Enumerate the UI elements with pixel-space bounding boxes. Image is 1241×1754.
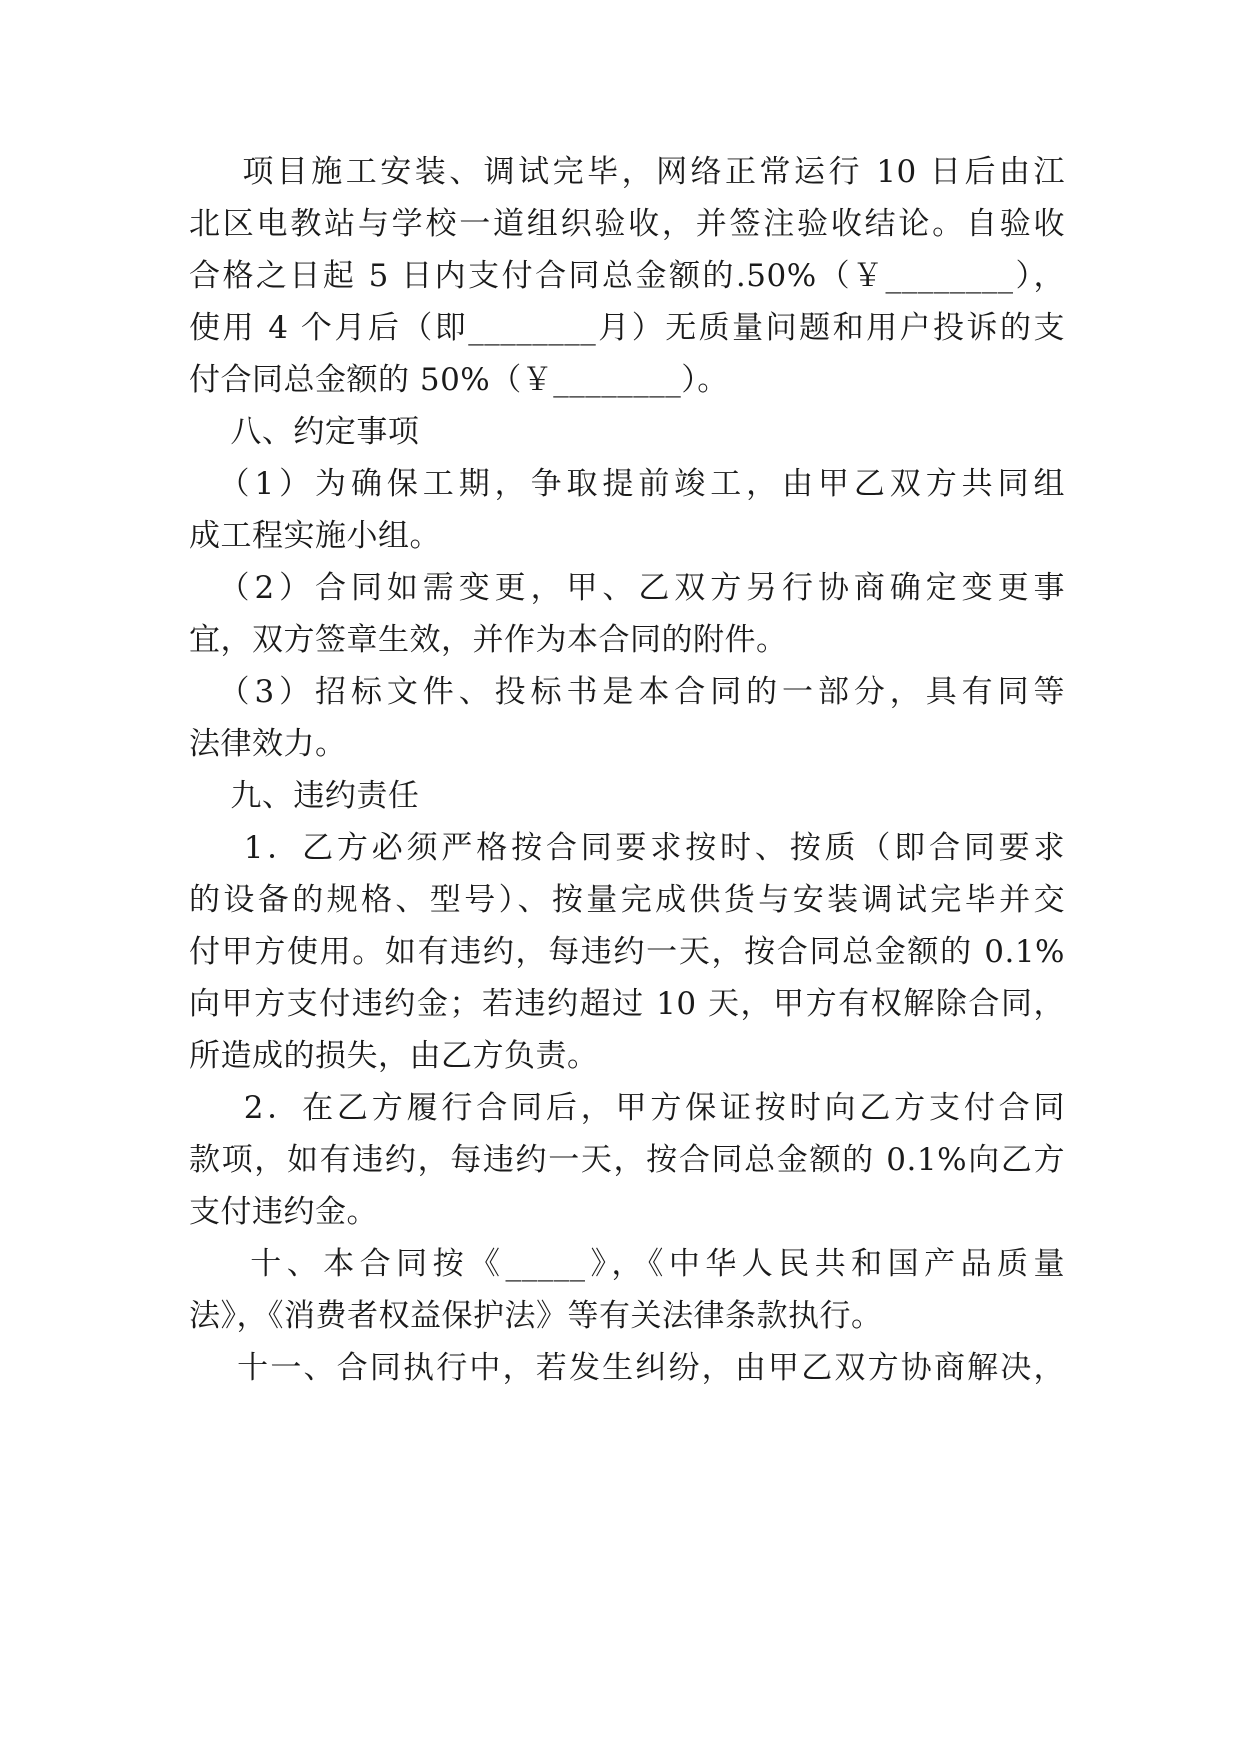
text-line: （3）招标文件、投标书是本合同的一部分，具有同等 [189, 674, 1065, 710]
text-line: （1）为确保工期，争取提前竣工，由甲乙双方共同组 [189, 466, 1065, 502]
text-line: 宜，双方签章生效，并作为本合同的附件。 [189, 622, 788, 658]
text-line: 款项，如有违约，每违约一天，按合同总金额的 0.1%向乙方 [189, 1142, 1065, 1178]
text-line: 向甲方支付违约金；若违约超过 10 天，甲方有权解除合同， [189, 986, 1065, 1022]
text-line: 所造成的损失，由乙方负责。 [189, 1038, 599, 1074]
text-line: 合格之日起 5 日内支付合同总金额的.50%（￥________）， [189, 258, 1065, 294]
text-line: 项目施工安装、调试完毕，网络正常运行 10 日后由江 [189, 154, 1065, 190]
text-line: 2．在乙方履行合同后，甲方保证按时向乙方支付合同 [189, 1090, 1065, 1126]
text-line: 成工程实施小组。 [189, 518, 441, 554]
section-heading: 九、违约责任 [189, 778, 420, 814]
text-line: 北区电教站与学校一道组织验收，并签注验收结论。自验收 [189, 206, 1065, 242]
text-line: （2）合同如需变更，甲、乙双方另行协商确定变更事 [189, 570, 1065, 606]
text-line: 法律效力。 [189, 726, 347, 762]
text-line: 十一、合同执行中，若发生纠纷，由甲乙双方协商解决， [189, 1350, 1065, 1386]
text-line: 十、本合同按《_____》，《中华人民共和国产品质量 [189, 1246, 1065, 1282]
text-line: 付合同总金额的 50%（￥________）。 [189, 362, 729, 398]
text-line: 1．乙方必须严格按合同要求按时、按质（即合同要求 [189, 830, 1065, 866]
text-line: 付甲方使用。如有违约，每违约一天，按合同总金额的 0.1% [189, 934, 1065, 970]
text-line: 的设备的规格、型号）、按量完成供货与安装调试完毕并交 [189, 882, 1065, 918]
text-line: 支付违约金。 [189, 1194, 378, 1230]
text-line: 使用 4 个月后（即________月）无质量问题和用户投诉的支 [189, 310, 1065, 346]
text-line: 法》，《消费者权益保护法》等有关法律条款执行。 [189, 1298, 883, 1334]
section-heading: 八、约定事项 [189, 414, 420, 450]
